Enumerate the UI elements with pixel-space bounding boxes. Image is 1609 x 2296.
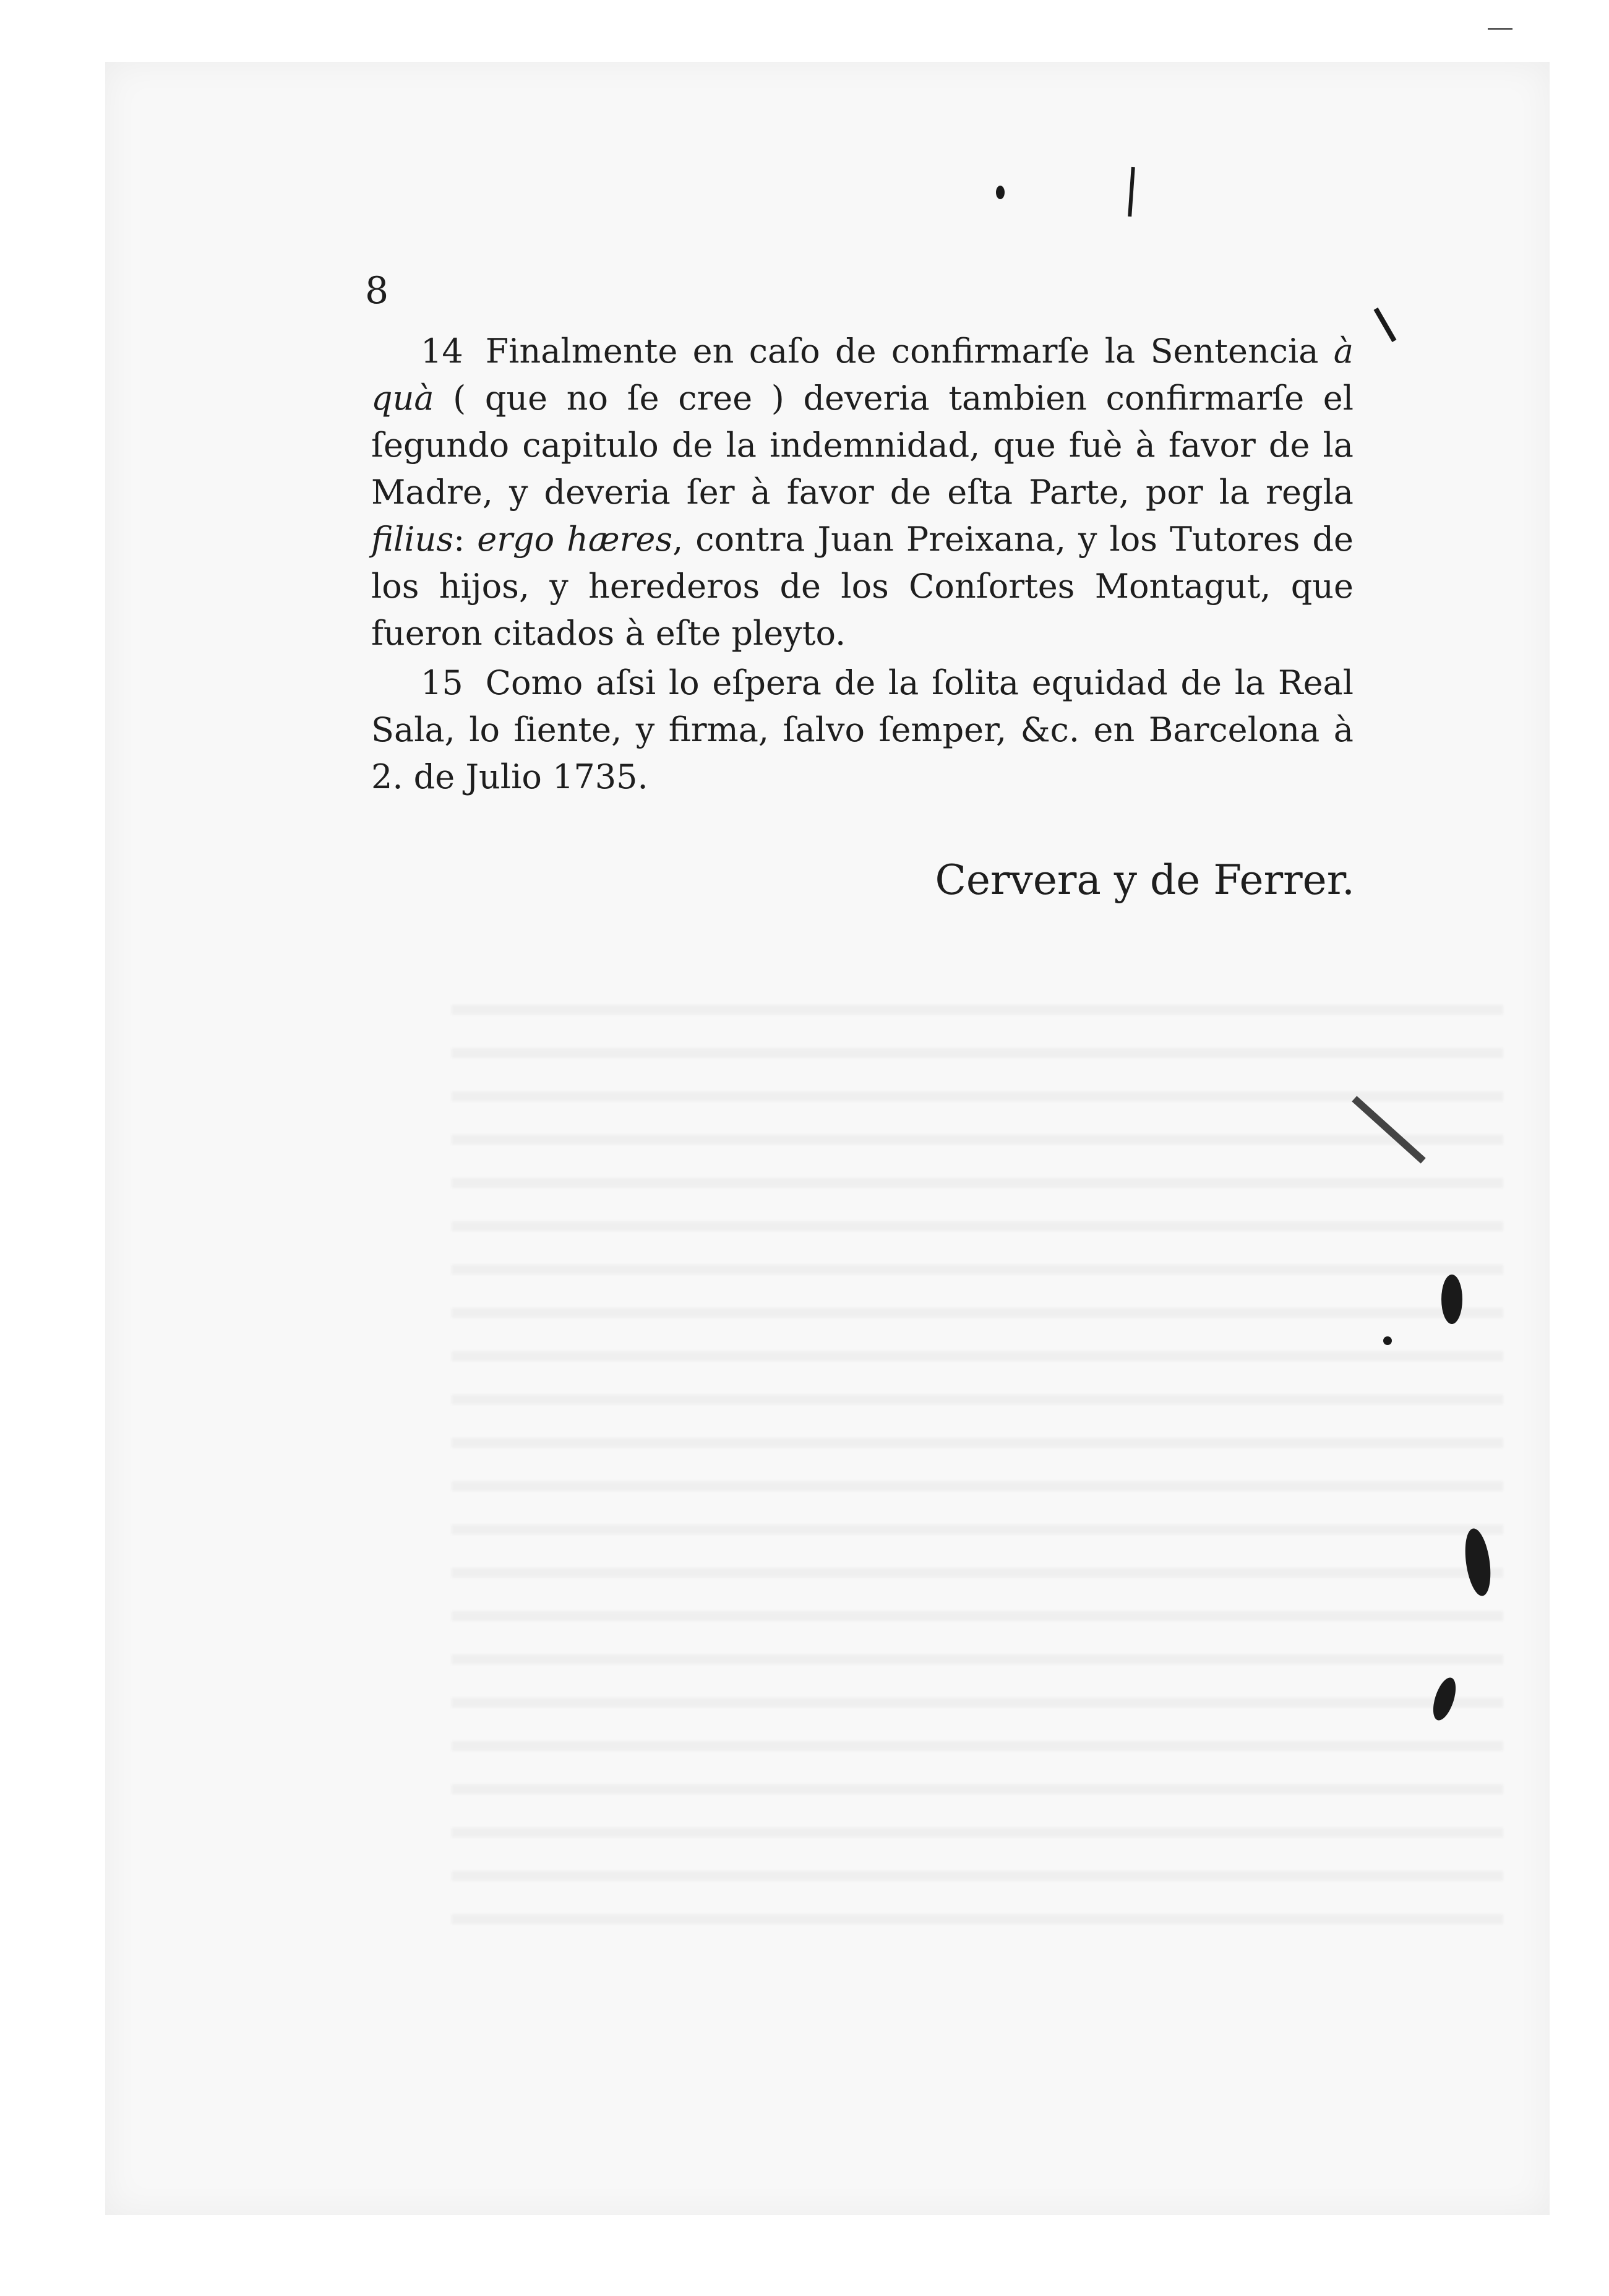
body-text <box>371 328 1354 803</box>
paragraph-15 <box>371 660 1354 801</box>
show-through-text <box>452 978 1503 1937</box>
ink-dot <box>996 186 1005 199</box>
signature: Cervera y de Ferrer. <box>935 856 1355 904</box>
text-segment: , contra Juan Preixana, y los Tutores de los hijos, y herederos de los Conſortes Montagut, que fueron citados à eſte pleyto. <box>371 520 1354 653</box>
ink-dot <box>1383 1336 1392 1345</box>
text-segment: ( que no ſe cree ) deveria tambien confirmarſe el ſegundo capitulo de la indemnidad, que fuè à favor de la Madre, y deveria ſer à favor de eſta Parte, por la regla <box>371 379 1354 512</box>
text-segment: Como aſsi lo eſpera de la ſolita equidad de la Real Sala, lo ſiente, y firma, ſalvo ſemper, &c. en Barcelona à 2. de Julio 1735. <box>371 663 1354 796</box>
paragraph-number: 15 <box>421 663 463 702</box>
page-number: 8 <box>365 269 389 312</box>
ink-stroke <box>1488 28 1512 30</box>
text-segment: Finalmente en caſo de confirmarſe la Sentencia <box>485 332 1334 371</box>
paragraph-number: 14 <box>421 332 463 371</box>
ink-blot <box>1441 1275 1462 1324</box>
paragraph-14 <box>371 328 1354 657</box>
italic-segment: à quà <box>371 332 1354 418</box>
italic-segment: filius <box>371 520 454 559</box>
text-segment: : <box>453 520 478 559</box>
italic-segment: ergo hæres <box>477 520 673 559</box>
